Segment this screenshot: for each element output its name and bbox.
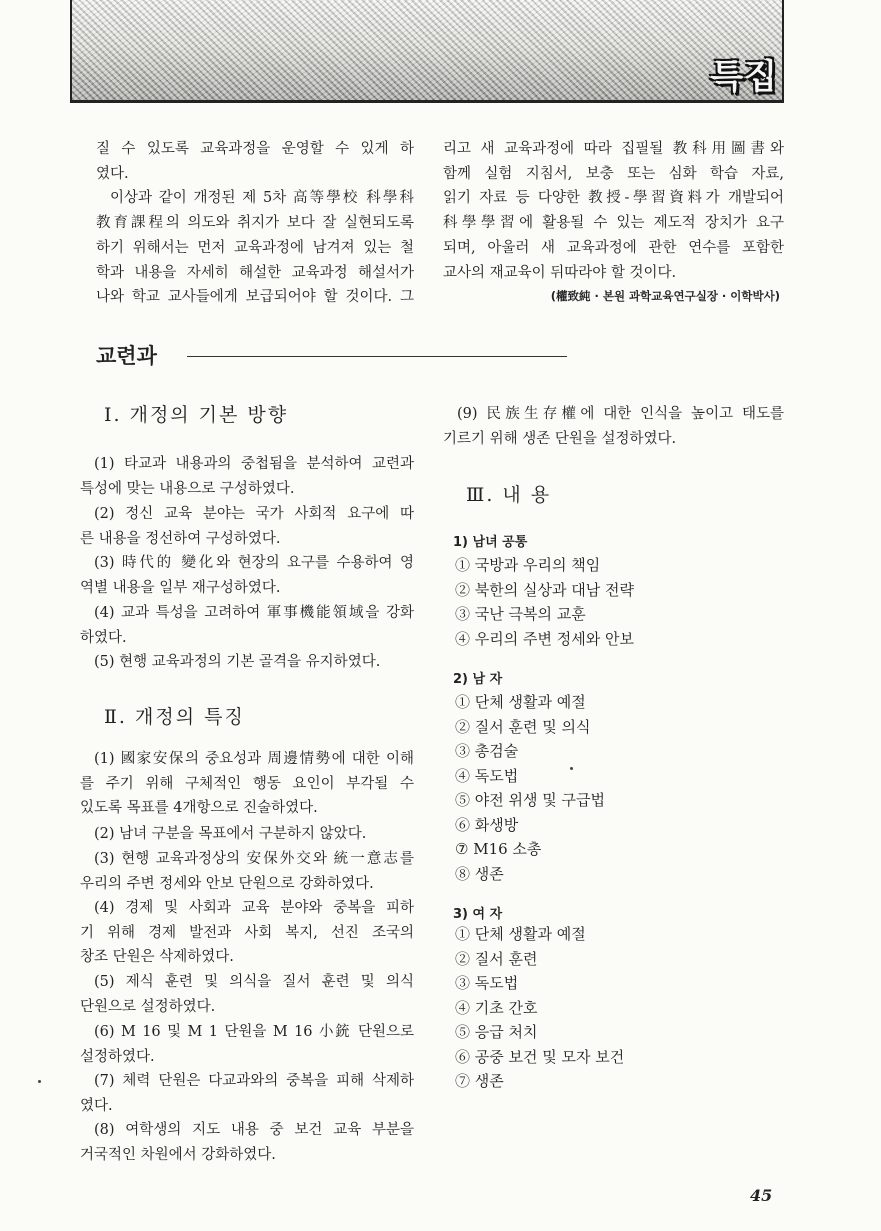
list-item: ⑦ M16 소총 bbox=[455, 840, 542, 858]
part2-item-3: (3) 현행 교육과정상의 安保外交와 統一意志를 우리의 주변 정세와 안보 단원으로 강화하였다. bbox=[80, 851, 414, 892]
part1-item-2: (2) 정신 교육 분야는 국가 사회적 요구에 따 른 내용을 정선하여 구성하였다. bbox=[80, 506, 414, 547]
text-line: 하기 위해서는 먼저 교육과정에 남겨져 있는 철 bbox=[96, 239, 414, 256]
list-item: ⑧ 생존 bbox=[455, 864, 504, 883]
scan-speck bbox=[38, 1080, 41, 1083]
text-line: 였다. bbox=[96, 165, 129, 182]
author-credit: (權致純 · 본원 과학교육연구실장 · 이학박사) bbox=[550, 289, 780, 303]
list-item: ① 단체 생활과 예절 bbox=[455, 925, 586, 943]
text-line: 함께 실험 지침서, 보충 또는 심화 학습 자료, bbox=[443, 165, 784, 182]
text-line: 학과 내용을 자세히 해설한 교육과정 해설서가 bbox=[96, 264, 414, 281]
part3-heading: Ⅲ. 내 용 bbox=[466, 484, 552, 506]
section-divider bbox=[187, 356, 567, 357]
special-feature-tag: 특집 bbox=[710, 57, 778, 97]
part2-item-5: (5) 제식 훈련 및 의식을 질서 훈련 및 의식 단원으로 설정하였다. bbox=[80, 974, 414, 1015]
content-list-male bbox=[455, 690, 605, 886]
part2-item-7: (7) 체력 단원은 다교과와의 중복을 피해 삭제하 였다. bbox=[80, 1073, 414, 1114]
text-line: 나와 학교 교사들에게 보급되어야 할 것이다. 그 bbox=[96, 289, 414, 306]
list-item: ⑤ 응급 처치 bbox=[455, 1023, 538, 1041]
part2-item-4: (4) 경제 및 사회과 교육 분야와 중복을 피하 기 위해 경제 발전과 사회 복지, 선진 조국의 창조 단원은 삭제하였다. bbox=[80, 900, 414, 966]
part2-item-1: (1) 國家安保의 중요성과 周邊情勢에 대한 이해 를 주기 위해 구체적인 행동 요인이 부각될 수 있도록 목표를 4개항으로 진술하였다. bbox=[80, 751, 414, 817]
list-item: ③ 총검술 bbox=[455, 742, 519, 760]
text-line: 교사의 재교육이 뒤따라야 할 것이다. bbox=[443, 264, 677, 281]
part1-item-4: (4) 교과 특성을 고려하여 軍事機能領域을 강화 하였다. bbox=[80, 605, 414, 646]
part1-item-3: (3) 時代的 變化와 현장의 요구를 수용하여 영 역별 내용을 일부 재구성하였다. bbox=[80, 555, 414, 596]
part2-item-6: (6) M 16 및 M 1 단원을 M 16 小銃 단원으로 설정하였다. bbox=[80, 1024, 414, 1065]
list-item: ① 단체 생활과 예절 bbox=[455, 693, 586, 711]
list-item: ④ 독도법 bbox=[455, 766, 519, 785]
part2-heading: Ⅱ. 개정의 특징 bbox=[104, 706, 245, 728]
part1-item-1: (1) 타교과 내용과의 중첩됨을 분석하여 교련과 특성에 맞는 내용으로 구성하였다. bbox=[80, 456, 414, 497]
intro-left-column bbox=[96, 137, 414, 310]
list-item: ⑦ 생존 bbox=[455, 1072, 504, 1090]
part2-item-2: (2) 남녀 구분을 목표에서 구분하지 않았다. bbox=[94, 826, 367, 842]
text-line: 되며, 아울러 새 교육과정에 관한 연수를 포함한 bbox=[443, 239, 784, 256]
group-title-common: 1) 남녀 공통 bbox=[453, 535, 528, 550]
intro-right-column bbox=[443, 137, 784, 285]
list-item: ④ 우리의 주변 정세와 안보 bbox=[455, 629, 634, 648]
list-item: ① 국방과 우리의 책임 bbox=[455, 556, 601, 574]
section-title: 교련과 bbox=[96, 344, 157, 368]
list-item: ② 북한의 실상과 대남 전략 bbox=[455, 580, 634, 599]
list-item: ② 질서 훈련 bbox=[455, 949, 538, 968]
content-list-female bbox=[455, 922, 624, 1094]
list-item: ③ 독도법 bbox=[455, 974, 519, 992]
list-item: ⑤ 야전 위생 및 구급법 bbox=[455, 791, 605, 809]
list-item: ④ 기초 간호 bbox=[455, 998, 538, 1017]
header-banner bbox=[70, 0, 784, 103]
content-list-common bbox=[455, 553, 634, 651]
part2-item-8: (8) 여학생의 지도 내용 중 보건 교육 부분을 거국적인 차원에서 강화하였다. bbox=[80, 1122, 414, 1163]
list-item: ② 질서 훈련 및 의식 bbox=[455, 717, 591, 736]
list-item: ⑥ 공중 보건 및 모자 보건 bbox=[455, 1047, 625, 1066]
part1-heading: Ⅰ. 개정의 기본 방향 bbox=[104, 404, 289, 426]
part1-item-5: (5) 현행 교육과정의 기본 골격을 유지하였다. bbox=[94, 654, 381, 670]
text-line: 질 수 있도록 교육과정을 운영할 수 있게 하 bbox=[96, 141, 414, 157]
text-line: 科學學習에 활용될 수 있는 제도적 장치가 요구 bbox=[443, 215, 784, 232]
text-line: 읽기 자료 등 다양한 教授-學習資料가 개발되어 bbox=[443, 190, 784, 207]
text-line: 리고 새 교육과정에 따라 집필될 教科用圖書와 bbox=[443, 141, 784, 157]
page-number: 45 bbox=[750, 1186, 773, 1205]
list-item: ③ 국난 극복의 교훈 bbox=[455, 605, 586, 623]
list-item: ⑥ 화생방 bbox=[455, 815, 519, 834]
group-title-male: 2) 남 자 bbox=[453, 672, 503, 687]
part2-item-9: (9) 民族生存權에 대한 인식을 높이고 태도를 기르기 위해 생존 단원을 설정하였다. bbox=[443, 406, 784, 447]
text-line: 이상과 같이 개정된 제 5차 高等學校 科學科 bbox=[110, 190, 414, 207]
group-title-female: 3) 여 자 bbox=[453, 907, 503, 922]
scan-speck bbox=[570, 767, 573, 770]
text-line: 教育課程의 의도와 취지가 보다 잘 실현되도록 bbox=[96, 215, 414, 232]
